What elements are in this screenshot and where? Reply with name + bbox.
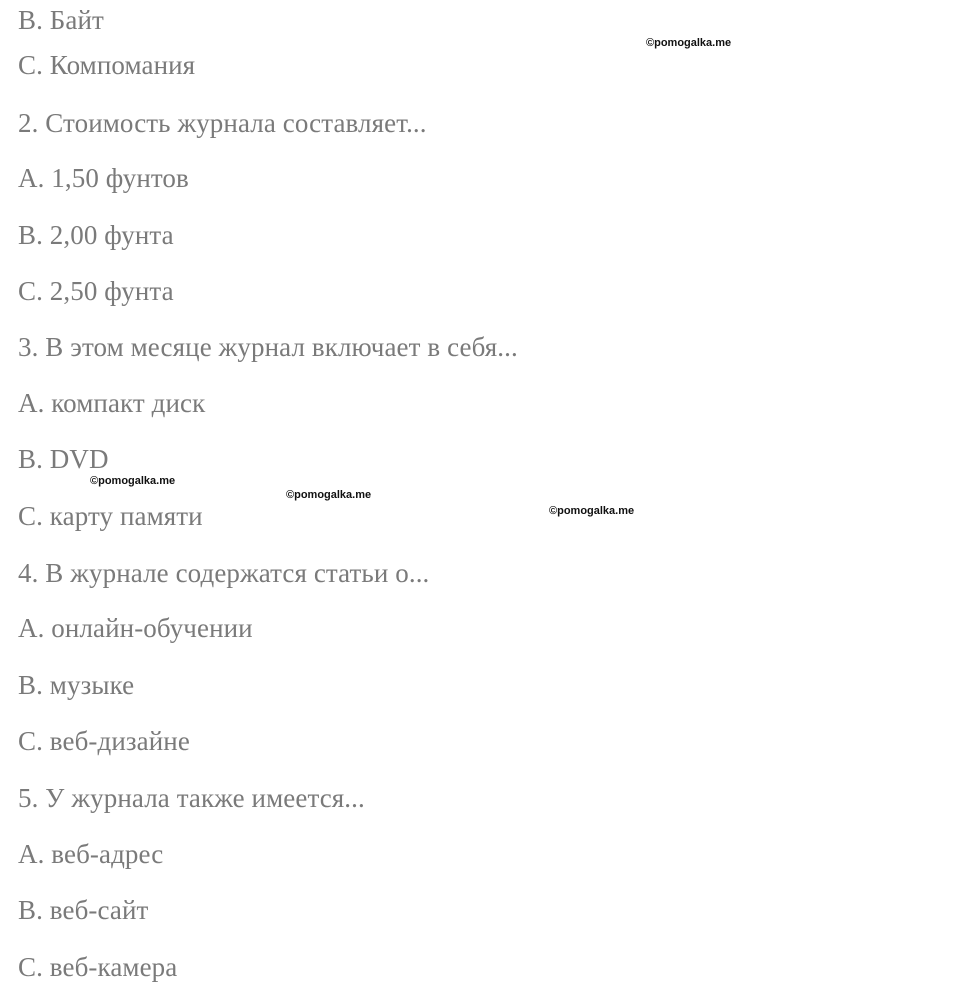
option-c-line: C. карту памяти	[18, 501, 203, 531]
question-2-line: 2. Стоимость журнала составляет...	[18, 108, 427, 138]
option-c-line: C. Компомания	[18, 50, 196, 80]
option-b-line: B. Байт	[18, 5, 104, 35]
option-c-line: C. веб-дизайне	[18, 726, 190, 756]
watermark: ©pomogalka.me	[646, 37, 732, 49]
option-b-line: B. 2,00 фунта	[18, 220, 174, 250]
question-3-line: 3. В этом месяце журнал включает в себя...	[18, 332, 518, 362]
question-5-line: 5. У журнала также имеется...	[18, 783, 365, 813]
option-c-line: C. 2,50 фунта	[18, 276, 174, 306]
question-4-line: 4. В журнале содержатся статьи о...	[18, 558, 430, 588]
option-a-line: A. 1,50 фунтов	[18, 163, 189, 193]
watermark: ©pomogalka.me	[90, 475, 176, 487]
option-b-line: B. музыке	[18, 670, 135, 700]
option-b-line: B. DVD	[18, 444, 109, 474]
option-a-line: A. веб-адрес	[18, 839, 164, 869]
option-a-line: A. компакт диск	[18, 388, 206, 418]
watermark: ©pomogalka.me	[549, 505, 635, 517]
option-b-line: B. веб-сайт	[18, 895, 149, 925]
option-a-line: A. онлайн-обучении	[18, 613, 253, 643]
option-c-line: C. веб-камера	[18, 952, 178, 982]
watermark: ©pomogalka.me	[286, 489, 372, 501]
